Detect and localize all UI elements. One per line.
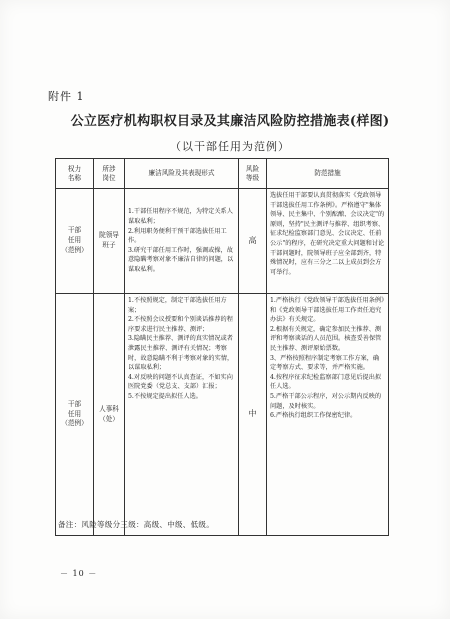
measure-item: 6.严格执行组织工作保密纪律。 — [270, 412, 357, 420]
risk-cell — [125, 294, 239, 536]
table-header-row — [56, 159, 389, 189]
risk-cell — [125, 189, 239, 294]
risk-level-cell: 高 — [239, 189, 267, 294]
measures-cell — [267, 294, 389, 536]
measure-item: 5.严格干部公示程序，对公示期内反映的问题，及时核实。 — [270, 393, 382, 410]
page-number: － 10 － — [60, 569, 98, 578]
measure-item: 1.严格执行《党政领导干部选拔任用条例》和《党政领导干部选拔任用工作责任追究办法》有关规定。 — [270, 297, 385, 324]
risk-item: 5.不按规定提出拟任人选。 — [128, 393, 202, 401]
measure-item: 选拔任用干部要认真贯彻落实《党政领导干部选拔任用工作条例》。严格遵守"集体领导、民主集中、个别酝酿、会议决定"的原则，坚持"民主测评与推荐、组织考察、征求纪检监察部门意见、会议决定、任前公示"的程序，在研究决定重大问题和讨论干部问题时，院领导班子应全部到齐，特殊情况时，应有三分之二以上成员到会方可举行。 — [270, 192, 385, 276]
risk-item: 3.隐瞒民主推荐、测评的真实情况或者泄露民主推荐、测评有关情况；考察时，故意隐瞒不利于考察对象的实情，以谋取私利； — [128, 335, 234, 372]
power-name-cell: 干部 任用 （范例） — [56, 189, 94, 294]
measures-cell — [267, 189, 389, 294]
document-title: 公立医疗机构职权目录及其廉洁风险防控措施表(样图) — [70, 114, 390, 129]
measure-item: 3、严格按照程序制定考察工作方案，确定考察方式、要求等，并严格实施。 — [270, 354, 380, 372]
table-row — [56, 294, 389, 536]
risk-item: 1.不按照规定，制定干部选拔任用方案； — [128, 297, 227, 314]
attachment-label: 附件 1 — [48, 90, 85, 103]
risk-item: 1.干部任用程序不规范，为特定关系人谋取私利； — [128, 208, 233, 225]
header-power-name: 权力 名称 — [56, 159, 94, 189]
risk-item: 3.研究干部任用工作时，强调或操，故意隐瞒考察对象不廉洁自律的问题，以谋取私利。 — [128, 246, 234, 274]
position-cell: 院领导 班子 — [94, 189, 125, 294]
table-row — [56, 189, 389, 294]
power-name-cell: 干部 任用 （范例） — [56, 294, 94, 536]
header-position: 所涉 岗位 — [94, 159, 125, 189]
header-risk-level: 风险 等级 — [239, 159, 267, 189]
measure-item: 2.根据有关规定，确定参加民主推荐、测评和考察谈话的人员范围。核查妥善保管民主推荐、测评原始票数。 — [270, 325, 382, 353]
risk-item: 2.利用职务便利干预干部选拔任用工作。 — [128, 227, 227, 245]
document-subtitle: （以干部任用为范例） — [170, 140, 290, 153]
table-note: 备注：风险等级分三级：高级、中级、低级。 — [58, 520, 214, 529]
header-measures: 防范措施 — [267, 159, 389, 189]
risk-item: 2.不按照会议授要和个别谈话推荐的程序要求进行民主推荐、测评； — [128, 316, 233, 333]
measure-item: 4.按程序征求纪检监察部门意见后提出拟任人选。 — [270, 373, 382, 391]
risk-level-cell: 中 — [239, 294, 267, 536]
header-risk: 廉洁风险及其表现形式 — [125, 159, 239, 189]
position-cell: 人事科 （处） — [94, 294, 125, 536]
risk-control-table — [55, 158, 389, 536]
risk-item: 4.对反映的问题不认真查证，不如实向医院党委（党总支、支部）汇报； — [128, 373, 233, 391]
